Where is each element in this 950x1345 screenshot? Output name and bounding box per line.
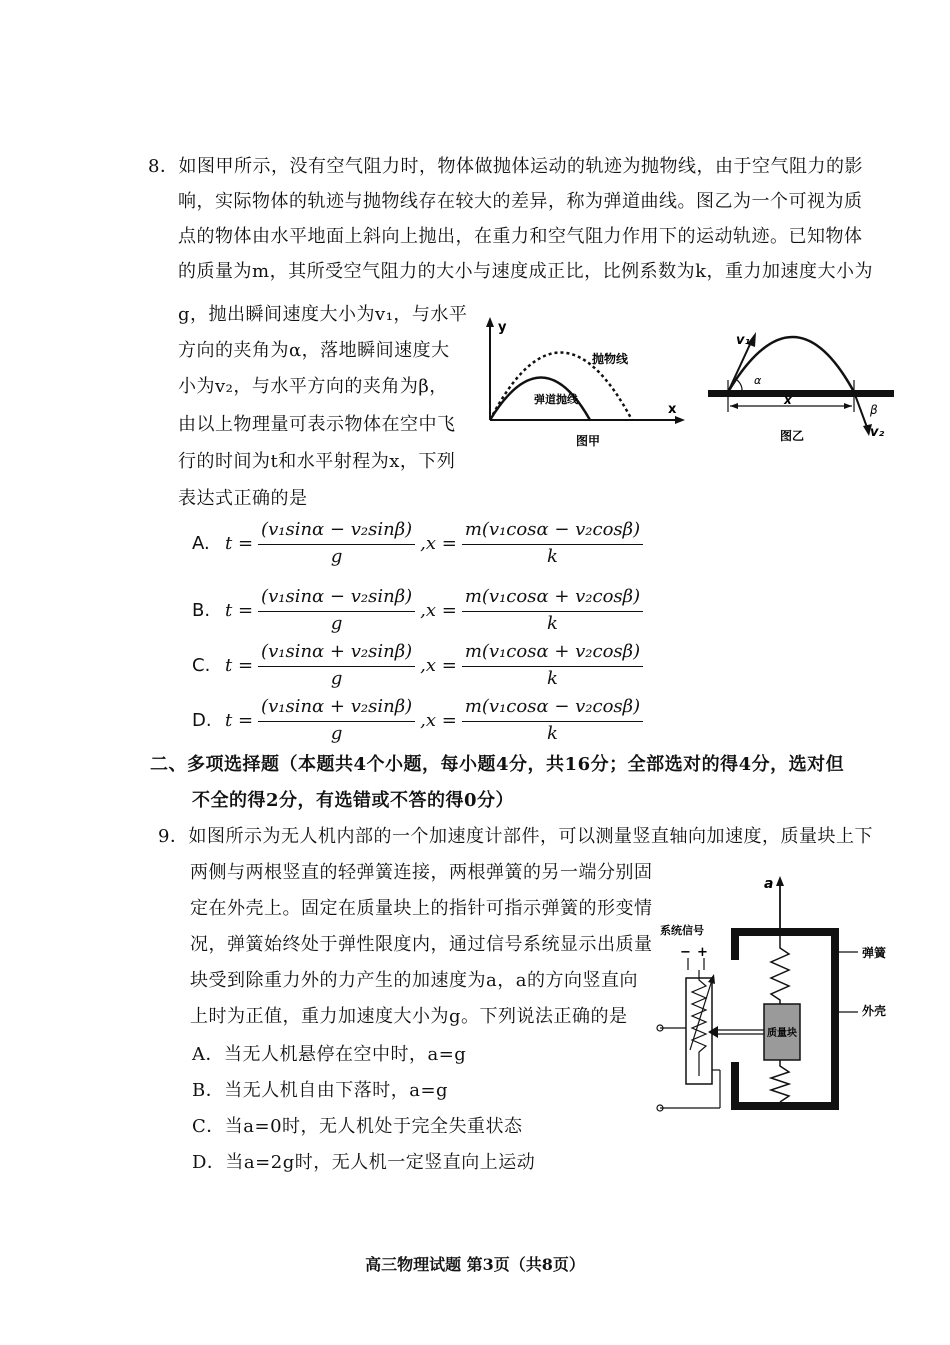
x-label: ,x = [420,710,457,731]
ground-bar [708,390,894,397]
bottom-spring [771,1060,789,1102]
q8-line-1: 8．如图甲所示，没有空气阻力时，物体做抛体运动的轨迹为抛物线，由于空气阻力的影 [148,156,863,177]
q9-line-4: 况，弹簧始终处于弹性限度内，通过信号系统显示出质量 [190,934,653,955]
x-label: ,x = [420,655,457,676]
q8-line-9: 行的时间为t和水平射程为x，下列 [178,451,456,472]
fig-a-y-arrow [486,317,494,327]
q8-line-7: 小为v₂，与水平方向的夹角为β， [178,376,448,397]
q9-option-a[interactable]: A．当无人机悬停在空中时，a=g [192,1044,467,1065]
x-label: ,x = [420,533,457,554]
q8-option-a[interactable] [192,518,645,569]
fig-b-caption: 图乙 [780,429,805,443]
shell-label: 外壳 [862,1004,887,1018]
alpha-label: α [754,374,762,387]
x-fraction: $\frac{\text{m(v₁cosα − v₂cosβ)}}{k}$ [462,695,643,746]
t-fraction: $\frac{\text{(v₁sinα + v₂sinβ)}}{g}$ [258,695,415,746]
t-fraction: $\frac{\text{(v₁sinα + v₂sinβ)}}{g}$ [258,640,415,691]
option-letter: C. [192,655,211,676]
option-letter: B. [192,600,211,621]
figure-a [480,315,700,455]
fig-a-y-label: y [498,320,507,335]
x-fraction: $\frac{\text{m(v₁cosα − v₂cosβ)}}{k}$ [462,518,643,569]
t-fraction: $\frac{\text{(v₁sinα − v₂sinβ)}}{g}$ [258,585,415,636]
plus-label: + [697,945,708,960]
x-fraction: $\frac{\text{m(v₁cosα + v₂cosβ)}}{k}$ [462,585,643,636]
q8-line-2: 响，实际物体的轨迹与抛物线存在较大的差异，称为弹道曲线。图乙为一个可视为质 [178,191,863,212]
q8-option-c[interactable] [192,640,645,691]
accelerometer-figure [650,870,900,1120]
q8-line-6: 方向的夹角为α，落地瞬间速度大 [178,340,450,361]
option-letter: A. [192,533,210,554]
t-label: t = [225,710,254,731]
section2-heading-line1: 二、多项选择题（本题共4个小题，每小题4分，共16分；全部选对的得4分，选对但 [150,754,845,775]
acceleration-arrow-head [776,876,784,886]
t-label: t = [225,533,254,554]
v2-label: v₂ [870,425,885,440]
x-fraction: $\frac{\text{m(v₁cosα + v₂cosβ)}}{k}$ [462,640,643,691]
q8-line-10: 表达式正确的是 [178,488,308,509]
v2-arrow-line [854,392,868,430]
q9-option-c[interactable]: C．当a=0时，无人机处于完全失重状态 [192,1116,523,1137]
signal-label: 系统信号 [660,924,704,937]
fig-a-x-arrow [675,416,685,424]
mass-label: 质量块 [767,1028,797,1039]
q9-line-2: 两侧与两根竖直的轻弹簧连接，两根弹簧的另一端分别固 [190,862,653,883]
option-letter: D. [192,710,212,731]
page-footer: 高三物理试题 第3页（共8页） [365,1255,585,1274]
v1-label: v₁ [736,333,751,348]
q8-line-3: 点的物体由水平地面上斜向上抛出，在重力和空气阻力作用下的运动轨迹。已知物体 [178,226,863,247]
t-label: t = [225,600,254,621]
parabola-label: 抛物线 [592,352,629,366]
q9-line-5: 块受到除重力外的力产生的加速度为a，a的方向竖直向 [190,970,638,991]
x-label: ,x = [420,600,457,621]
q8-option-d[interactable] [192,695,645,746]
q9-line-6: 上时为正值，重力加速度大小为g。下列说法正确的是 [190,1006,628,1027]
spring-label: 弹簧 [862,946,887,960]
q8-line-5: g，抛出瞬间速度大小为v₁，与水平 [178,304,468,325]
acceleration-label: a [764,876,774,892]
fig-a-caption: 图甲 [576,434,601,448]
section2-heading-line2: 不全的得2分，有选错或不答的得0分） [192,790,515,811]
minus-label: − [680,945,691,960]
q9-line-1: 9．如图所示为无人机内部的一个加速度计部件，可以测量竖直轴向加速度，质量块上下 [158,826,873,847]
ballistic-label: 弹道抛线 [534,393,578,406]
top-spring [771,936,789,1004]
q8-line-4: 的质量为m，其所受空气阻力的大小与速度成正比，比例系数为k，重力加速度大小为 [178,261,873,282]
q8-line-8: 由以上物理量可表示物体在空中飞 [178,414,456,435]
q9-option-b[interactable]: B．当无人机自由下落时，a=g [192,1080,449,1101]
t-fraction: $\frac{\text{(v₁sinα − v₂sinβ)}}{g}$ [258,518,415,569]
figure-b [702,322,902,452]
range-x-label: x [784,393,792,407]
fig-a-x-label: x [668,402,677,417]
q8-option-b[interactable] [192,585,645,636]
q9-option-d[interactable]: D．当a=2g时，无人机一定竖直向上运动 [192,1152,536,1173]
t-label: t = [225,655,254,676]
pointer-head [708,1026,718,1038]
q9-line-3: 定在外壳上。固定在质量块上的指针可指示弹簧的形变情 [190,898,653,919]
beta-label: β [870,403,878,417]
